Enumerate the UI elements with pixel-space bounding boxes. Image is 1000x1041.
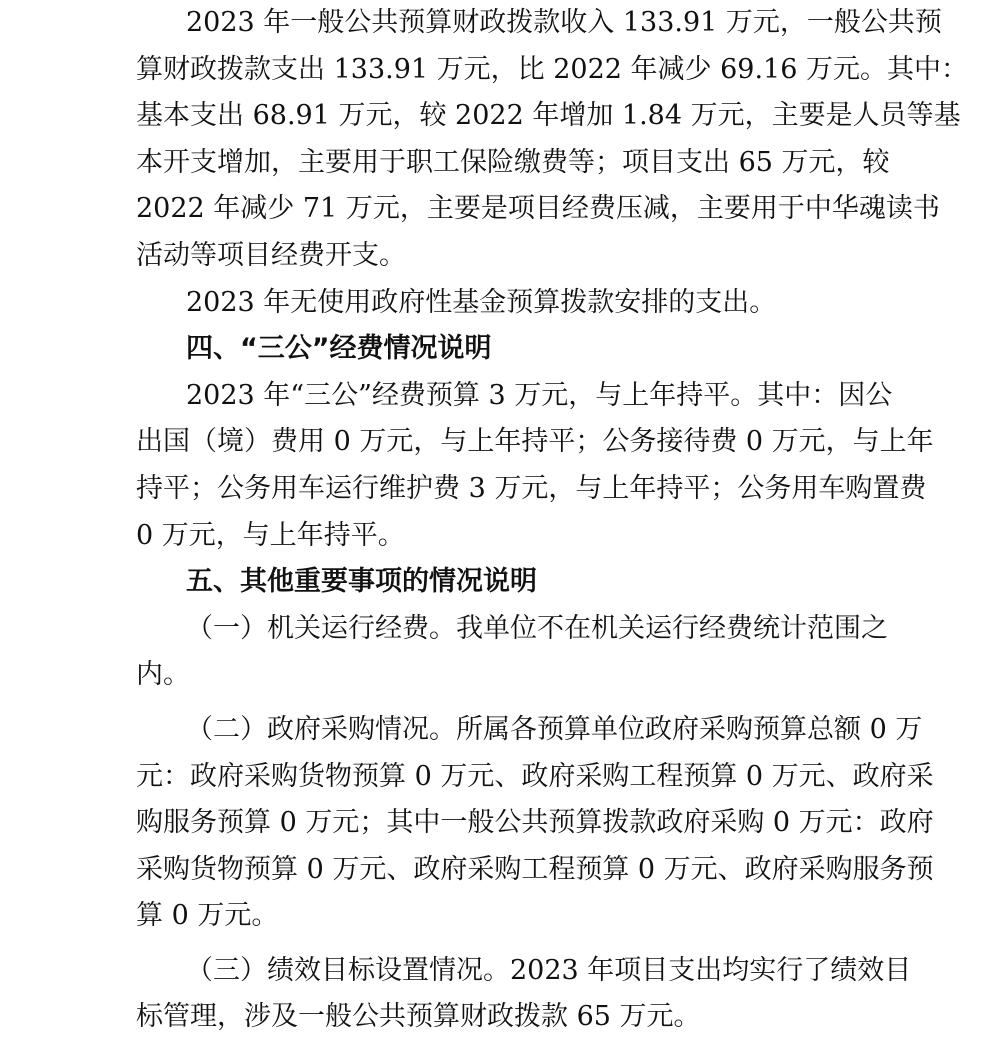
text-line: 内。 (136, 659, 190, 691)
paragraph-budget-income-expenditure (136, 0, 968, 280)
text-line: 2023 年“三公”经费预算 3 万元，与上年持平。其中：因公 (186, 379, 893, 411)
text-line: 元：政府采购货物预算 0 万元、政府采购工程预算 0 万元、政府采 (136, 760, 934, 792)
document-page (136, 0, 968, 1041)
text-line: 出国（境）费用 0 万元，与上年持平；公务接待费 0 万元，与上年 (136, 426, 934, 458)
paragraph-performance-targets (136, 948, 912, 1041)
text-line: 活动等项目经费开支。 (136, 239, 406, 271)
text-line: 购服务预算 0 万元；其中一般公共预算拨款政府采购 0 万元：政府 (136, 807, 934, 839)
section-heading-three-public-expenses: 四、“三公”经费情况说明 (186, 333, 492, 365)
paragraph-government-procurement (136, 707, 934, 940)
text-line: （二）政府采购情况。所属各预算单位政府采购预算总额 0 万 (186, 713, 923, 745)
text-line: 持平；公务用车运行维护费 3 万元，与上年持平；公务用车购置费 (136, 472, 927, 504)
text-line: 2022 年减少 71 万元，主要是项目经费压减，主要用于中华魂读书 (136, 193, 940, 225)
text-line: 基本支出 68.91 万元，较 2022 年增加 1.84 万元，主要是人员等基 (136, 100, 961, 132)
text-line: 算财政拨款支出 133.91 万元，比 2022 年减少 69.16 万元。其中： (136, 53, 968, 85)
text-line: 标管理，涉及一般公共预算财政拨款 65 万元。 (136, 1001, 701, 1033)
text-line: （三）绩效目标设置情况。2023 年项目支出均实行了绩效目 (186, 954, 912, 986)
paragraph-government-fund (136, 280, 876, 327)
section-heading-other-matters: 五、其他重要事项的情况说明 (186, 566, 537, 598)
text-line: 2023 年无使用政府性基金预算拨款安排的支出。 (186, 286, 777, 318)
paragraph-operating-expenses (136, 606, 888, 699)
text-line: 本开支增加，主要用于职工保险缴费等；项目支出 65 万元，较 (136, 146, 890, 178)
text-line: 2023 年一般公共预算财政拨款收入 133.91 万元，一般公共预 (186, 7, 942, 38)
text-line: 算 0 万元。 (136, 900, 279, 932)
text-line: （一）机关运行经费。我单位不在机关运行经费统计范围之 (186, 612, 888, 644)
paragraph-three-public-expenses (136, 373, 934, 559)
text-line: 采购货物预算 0 万元、政府采购工程预算 0 万元、政府采购服务预 (136, 853, 934, 885)
text-line: 0 万元，与上年持平。 (136, 519, 405, 551)
